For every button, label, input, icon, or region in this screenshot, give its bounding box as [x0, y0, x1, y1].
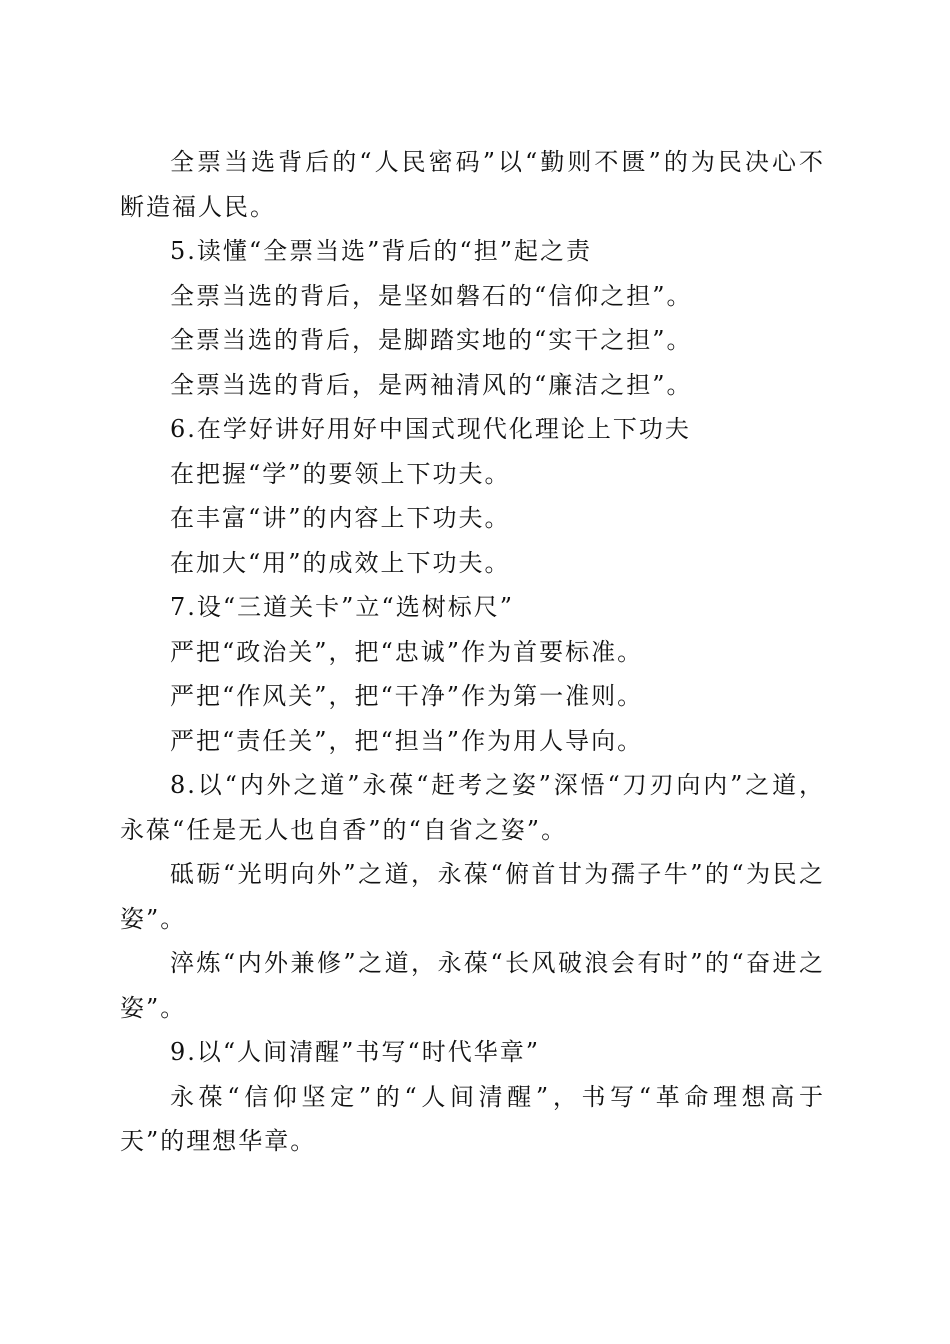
section-heading-5: 5.读懂“全票当选”背后的“担”起之责	[170, 237, 592, 265]
paragraph: 砥砺“光明向外”之道，永葆“俯首甘为孺子牛”的“为民之姿”。	[120, 860, 825, 933]
section-heading-6: 6.在学好讲好用好中国式现代化理论上下功夫	[170, 415, 691, 443]
paragraph: 严把“作风关”，把“干净”作为第一准则。	[170, 682, 644, 710]
paragraph: 在丰富“讲”的内容上下功夫。	[170, 504, 511, 532]
paragraph: 在加大“用”的成效上下功夫。	[170, 548, 511, 577]
paragraph: 严把“责任关”，把“担当”作为用人导向。	[170, 726, 644, 755]
paragraph: 在把握“学”的要领上下功夫。	[170, 459, 511, 488]
document-body	[120, 140, 825, 1164]
paragraph: 全票当选背后的“人民密码”以“勤则不匮”的为民决心不断造福人民。	[120, 148, 825, 221]
section-heading-9: 9.以“人间清醒”书写“时代华章”	[170, 1038, 540, 1066]
paragraph: 全票当选的背后，是两袖清风的“廉洁之担”。	[170, 370, 693, 399]
paragraph: 全票当选的背后，是脚踏实地的“实干之担”。	[170, 326, 693, 354]
paragraph: 永葆“信仰坚定”的“人间清醒”，书写“革命理想高于天”的理想华章。	[120, 1082, 825, 1155]
section-heading-7: 7.设“三道关卡”立“选树标尺”	[170, 593, 514, 621]
section-heading-8: 8.以“内外之道”永葆“赶考之姿”深悟“刀刃向内”之道，永葆“任是无人也自香”的“自省之姿”。	[120, 771, 825, 844]
paragraph: 淬炼“内外兼修”之道，永葆“长风破浪会有时”的“奋进之姿”。	[120, 949, 825, 1022]
paragraph: 全票当选的背后，是坚如磐石的“信仰之担”。	[170, 281, 693, 310]
paragraph: 严把“政治关”，把“忠诚”作为首要标准。	[170, 637, 644, 666]
